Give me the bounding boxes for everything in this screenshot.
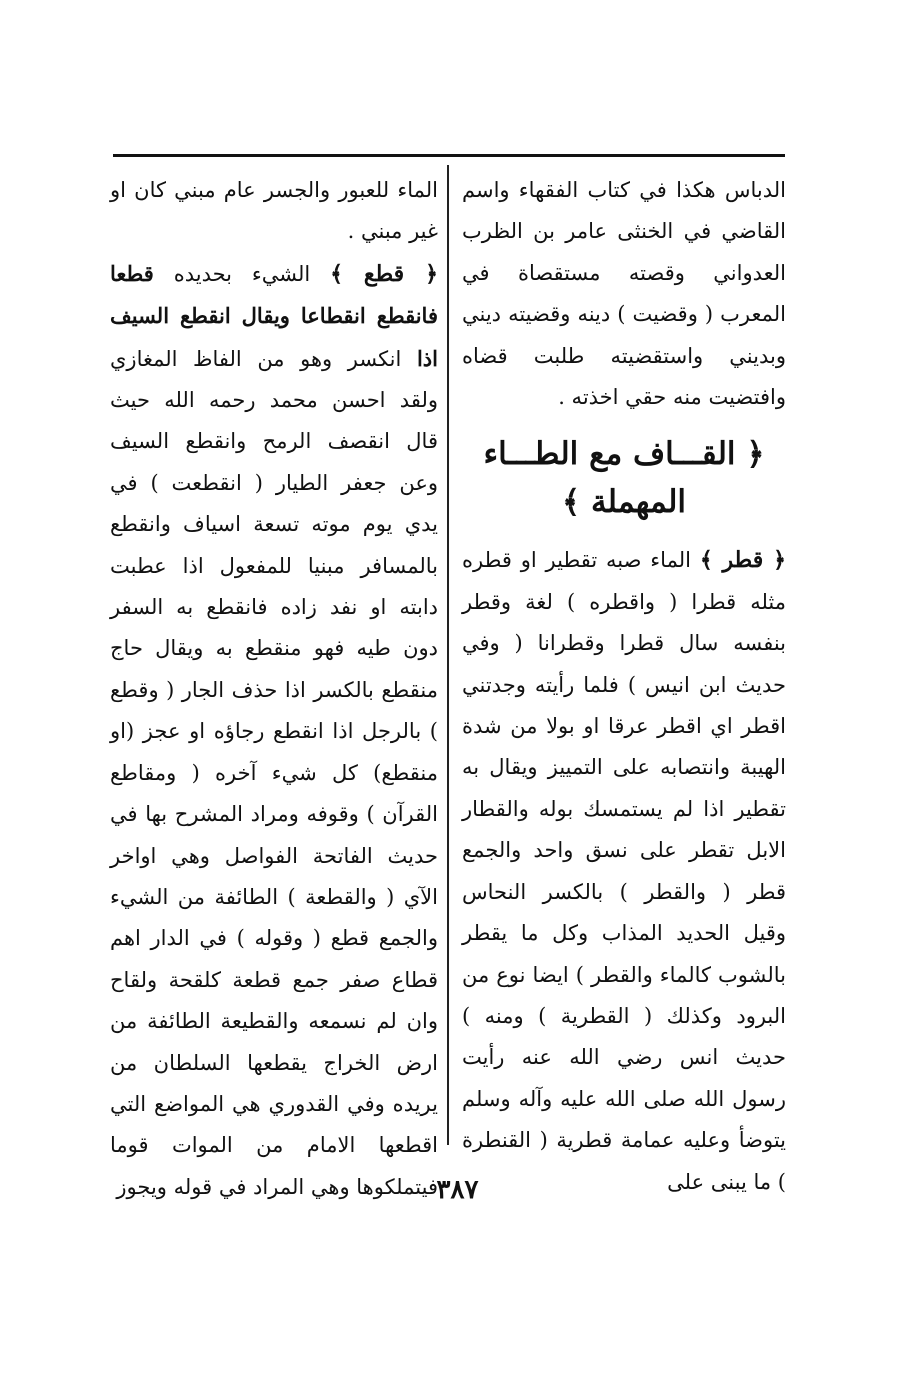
right-col-paragraph: الدباس هكذا في كتاب الفقهاء واسم القاضي في الخنثى عامر بن الظرب العدواني وقصته مستقصاة في المعرب ( وقضيت ) دينه وقضيته ديني وبديني واستقضيته طلبت قضاه وافتضيت منه حقي اخذته . [462,178,786,410]
entry-bold-text: قطعا فانقطع انقطاعا ويقال انقطع السيف اذا [110,260,438,371]
entry-qata [110,253,438,1208]
entry-text: انكسر وهو من الفاظ المغازي ولقد احسن محمد رحمه الله حيث قال انقصف الرمح وانقطع السيف وعن جعفر الطيار ( انقطعت ) في يدي يوم موته تسعة اسياف وانقطع بالمسافر مبنيا للمفعول اذا عطبت دابته او نفد زاده فانقطع به السفر دون طيه فهو منقطع به ويقال حاج منقطع بالكسر اذا حذف الجار ( وقطع ) بالرجل اذا انقطع رجاؤه او عجز (او منقطع) كل شيء آخره ( ومقاطع القرآن ) وقوفه ومراد المشرح بها في حديث الفاتحة الفواصل وهي اواخر الآي ( والقطعة ) الطائفة من الشيء والجمع قطع ( وقوله ) في الدار اهم قطاع صفر جمع قطعة كلقحة ولقاح وان لم نسمعه والقطيعة الطائفة من ارض الخراج يقطعها السلطان من يريده وفي القدوري هي المواضع التي اقطعها الامام من الموات قوما فيتملكوها وهي المراد في قوله ويجوز [110,346,438,1199]
entry-lead: الشيء بحديده [173,261,311,286]
entry-text: الماء صبه تقطير او قطره مثله قطرا ( واقطره ) لغة وقطر بنفسه سال قطرا وقطرانا ( وفي حديث ابن انيس ) فلما رأيته وجدتني اقطر اي اقطر عرقا او بولا من شدة الهيبة وانتصابه على التمييز ويقال به تقطير اذا لم يستمسك بوله والقطار الابل تقطر على نسق واحد والجمع قطر ( والقطر ) بالكسر النحاس وقيل الحديد المذاب وكل ما يقطر بالشوب كالماء والقطر ) ايضا نوع من البرود وكذلك ( القطرية ) ومنه ) حديث انس رضي الله عنه رأيت رسول الله صلى الله عليه وآله وسلم يتوضأ وعليه عمامة قطرية ( القنطرة ) ما يبنى على [462,548,786,1194]
entry-qatr [462,540,786,1203]
left-column [110,170,438,1208]
entry-headword: ﴿ قطع ﴾ [330,260,438,287]
top-rule [113,154,785,157]
page-number: ٣٨٧ [436,1175,479,1205]
section-heading: ﴿ القـــاف مع الطـــاء المهملة ﴾ [483,436,765,521]
column-divider [447,165,449,1145]
right-column [462,170,786,1203]
left-col-paragraph: الماء للعبور والجسر عام مبني كان او غير مبني . [110,178,438,244]
entry-headword: ﴿ قطر ﴾ [699,547,786,574]
